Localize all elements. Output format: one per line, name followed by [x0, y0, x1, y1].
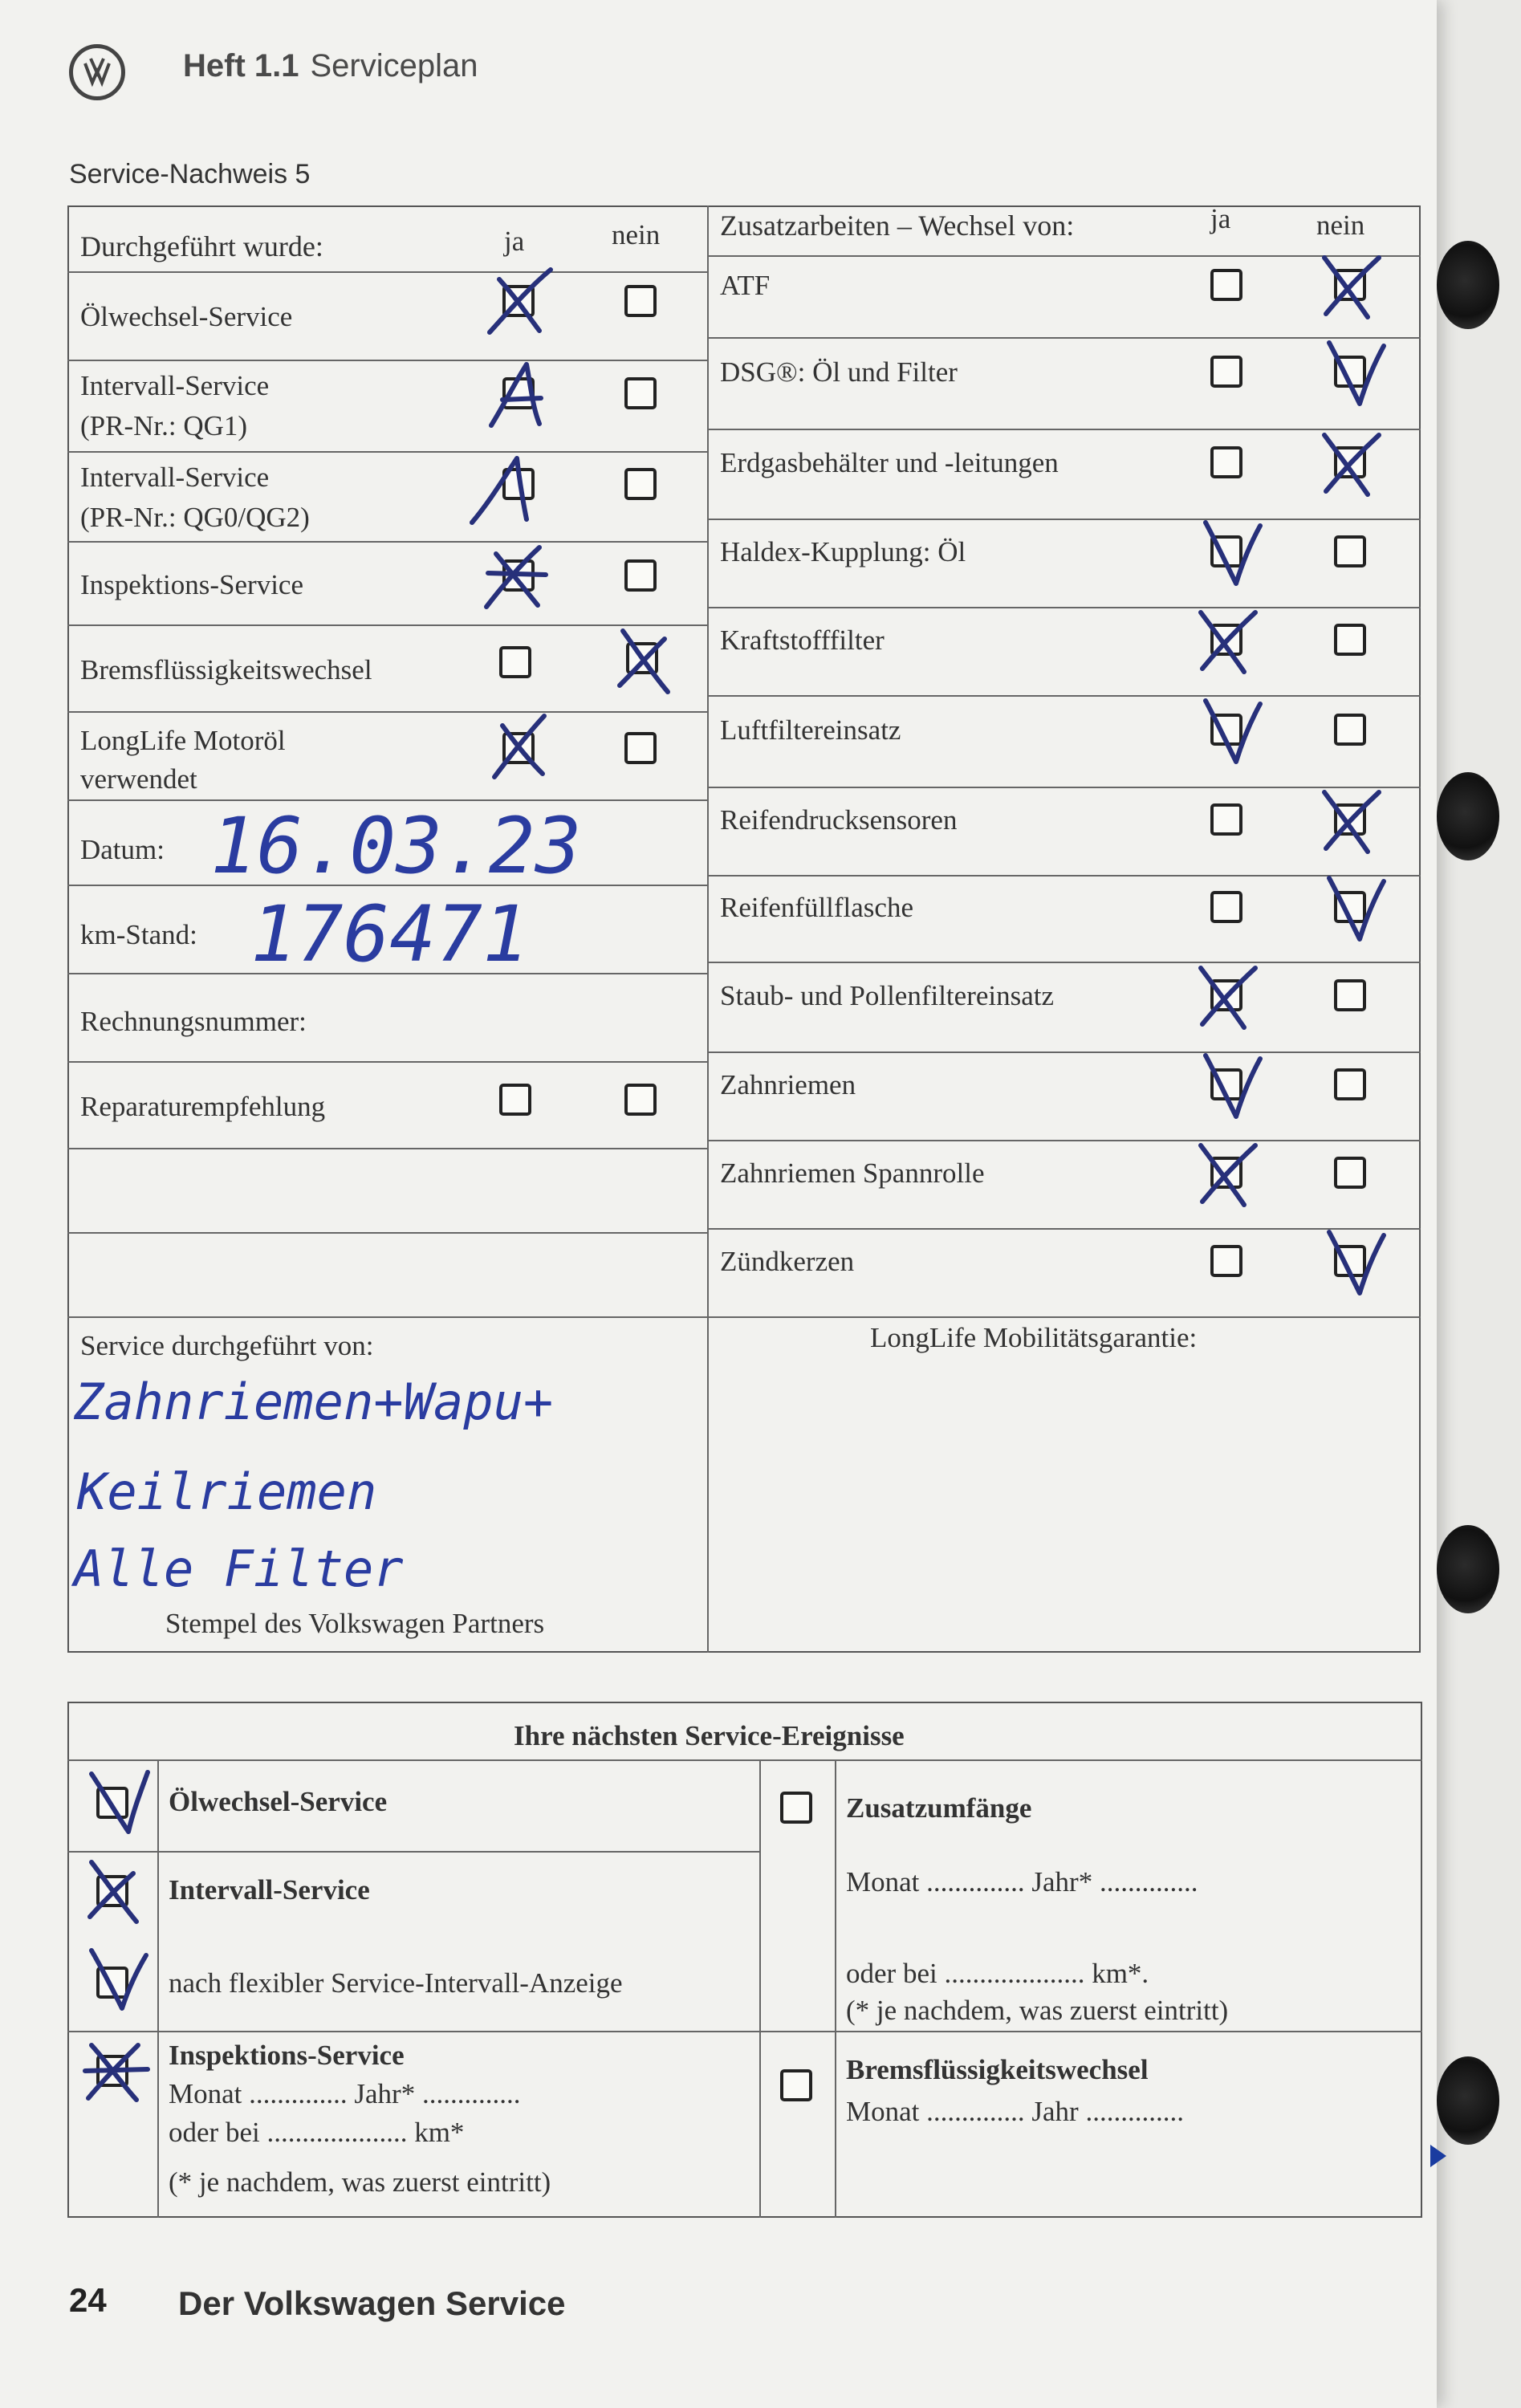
service-by-handwriting-1[interactable]: Zahnriemen+Wapu+	[74, 1373, 554, 1431]
next-zusatz-oder: oder bei .................... km*.	[846, 1958, 1149, 1989]
row-label-longlife: LongLife Motoröl	[80, 725, 286, 756]
checkbox-next-oelwechsel[interactable]	[96, 1787, 128, 1819]
zusatz-row-label: Reifendrucksensoren	[720, 804, 958, 836]
row-label-intervall-qg0: Intervall-Service	[80, 462, 270, 493]
checkbox-zusatz-ja[interactable]	[1210, 1068, 1242, 1100]
footer-title: Der Volkswagen Service	[178, 2284, 566, 2322]
zusatz-row-label: Zündkerzen	[720, 1246, 855, 1277]
service-by-label: Service durchgeführt von:	[80, 1330, 374, 1361]
right-header-title: Zusatzarbeiten – Wechsel von:	[720, 209, 1075, 242]
checkbox-zusatz-nein[interactable]	[1334, 714, 1366, 746]
checkbox-oelwechsel-nein[interactable]	[624, 285, 657, 317]
zusatz-row-label: Zahnriemen	[720, 1069, 856, 1100]
zusatz-row-label: Kraftstofffilter	[720, 624, 885, 656]
checkbox-zusatz-nein[interactable]	[1334, 979, 1366, 1011]
checkbox-zusatz-ja[interactable]	[1210, 803, 1242, 836]
next-flexibel-label: nach flexibler Service-Intervall-Anzeige	[169, 1967, 623, 1999]
checkbox-zusatz-nein[interactable]	[1334, 446, 1366, 478]
checkbox-zusatz-ja[interactable]	[1210, 1245, 1242, 1277]
zusatz-row-label: Haldex-Kupplung: Öl	[720, 536, 966, 567]
checkbox-zusatz-nein[interactable]	[1334, 1068, 1366, 1100]
row-label-oelwechsel: Ölwechsel-Service	[80, 301, 293, 332]
datum-label: Datum:	[80, 834, 165, 865]
zusatz-row-label: Erdgasbehälter und -leitungen	[720, 447, 1059, 478]
next-zusatz-label: Zusatzumfänge	[846, 1792, 1032, 1824]
checkbox-inspektion-nein[interactable]	[624, 559, 657, 592]
row-label-intervall-qg1: Intervall-Service	[80, 370, 270, 401]
checkbox-next-zusatz[interactable]	[780, 1792, 812, 1824]
checkbox-zusatz-nein[interactable]	[1334, 891, 1366, 923]
next-inspektion-monat: Monat .............. Jahr* ..............	[169, 2078, 521, 2109]
next-inspektion-label: Inspektions-Service	[169, 2040, 405, 2071]
zusatz-row-label: DSG®: Öl und Filter	[720, 356, 958, 388]
checkbox-longlife-nein[interactable]	[624, 732, 657, 764]
page-title: Heft 1.1 Serviceplan	[183, 48, 478, 83]
left-header-nein: nein	[612, 219, 661, 250]
next-brems-monat: Monat .............. Jahr ..............	[846, 2096, 1184, 2127]
checkbox-inspektion-ja[interactable]	[502, 559, 535, 592]
checkbox-zusatz-ja[interactable]	[1210, 356, 1242, 388]
binder-hole	[1437, 1525, 1499, 1613]
page-number: 24	[69, 2281, 107, 2319]
checkbox-zusatz-nein[interactable]	[1334, 269, 1366, 301]
longlife-garantie-label: LongLife Mobilitätsgarantie:	[870, 1322, 1198, 1353]
checkbox-zusatz-ja[interactable]	[1210, 979, 1242, 1011]
service-by-handwriting-2[interactable]: Keilriemen	[77, 1462, 377, 1521]
binder-hole	[1437, 241, 1499, 329]
right-header-nein: nein	[1316, 209, 1365, 241]
next-inspektion-note: (* je nachdem, was zuerst eintritt)	[169, 2166, 551, 2198]
checkbox-zusatz-nein[interactable]	[1334, 803, 1366, 836]
checkbox-intervall-qg0-ja[interactable]	[502, 468, 535, 500]
next-zusatz-monat: Monat .............. Jahr* ..............	[846, 1866, 1198, 1898]
checkbox-zusatz-ja[interactable]	[1210, 446, 1242, 478]
checkbox-zusatz-ja[interactable]	[1210, 1157, 1242, 1189]
checkbox-zusatz-ja[interactable]	[1210, 624, 1242, 656]
checkbox-brems-nein[interactable]	[626, 642, 658, 674]
checkbox-brems-ja[interactable]	[499, 646, 531, 678]
checkbox-intervall-qg1-ja[interactable]	[502, 377, 535, 409]
row-label-longlife-2: verwendet	[80, 763, 197, 795]
checkbox-longlife-ja[interactable]	[502, 732, 535, 764]
checkbox-zusatz-ja[interactable]	[1210, 269, 1242, 301]
next-oelwechsel-label: Ölwechsel-Service	[169, 1786, 388, 1817]
rechnungsnummer-label: Rechnungsnummer:	[80, 1006, 307, 1037]
row-label-inspektion: Inspektions-Service	[80, 569, 303, 600]
checkbox-reparatur-nein[interactable]	[624, 1084, 657, 1116]
checkbox-intervall-qg0-nein[interactable]	[624, 468, 657, 500]
stempel-label: Stempel des Volkswagen Partners	[165, 1608, 545, 1639]
checkbox-zusatz-nein[interactable]	[1334, 1245, 1366, 1277]
vw-logo-icon	[69, 44, 125, 100]
checkbox-zusatz-ja[interactable]	[1210, 535, 1242, 567]
zusatz-row-label: Reifenfüllflasche	[720, 892, 914, 923]
checkbox-reparatur-ja[interactable]	[499, 1084, 531, 1116]
row-label-intervall-qg1-pr: (PR-Nr.: QG1)	[80, 410, 248, 441]
checkbox-zusatz-ja[interactable]	[1210, 714, 1242, 746]
datum-value[interactable]: 16.03.23	[210, 801, 582, 891]
next-service-title: Ihre nächsten Service-Ereignisse	[514, 1720, 905, 1751]
checkbox-next-inspektion[interactable]	[96, 2055, 128, 2087]
checkbox-next-intervall[interactable]	[96, 1875, 128, 1907]
left-header-ja: ja	[504, 226, 525, 257]
left-header-title: Durchgeführt wurde:	[80, 230, 323, 262]
reparaturempfehlung-label: Reparaturempfehlung	[80, 1091, 326, 1122]
row-label-bremsfluessigkeit: Bremsflüssigkeitswechsel	[80, 654, 372, 685]
km-stand-label: km-Stand:	[80, 919, 197, 950]
checkbox-intervall-qg1-nein[interactable]	[624, 377, 657, 409]
next-brems-label: Bremsflüssigkeitswechsel	[846, 2054, 1149, 2085]
next-zusatz-note: (* je nachdem, was zuerst eintritt)	[846, 1995, 1229, 2026]
zusatz-row-label: Staub- und Pollenfiltereinsatz	[720, 980, 1055, 1011]
checkbox-next-flexibel[interactable]	[96, 1967, 128, 1999]
checkbox-zusatz-nein[interactable]	[1334, 356, 1366, 388]
checkbox-zusatz-nein[interactable]	[1334, 535, 1366, 567]
checkbox-next-brems[interactable]	[780, 2069, 812, 2101]
next-inspektion-oder: oder bei .................... km*	[169, 2117, 465, 2148]
service-by-handwriting-3[interactable]: Alle Filter	[74, 1540, 404, 1598]
zusatz-row-label: Zahnriemen Spannrolle	[720, 1157, 985, 1189]
zusatz-row-label: ATF	[720, 270, 771, 301]
checkbox-zusatz-nein[interactable]	[1334, 624, 1366, 656]
km-stand-value[interactable]: 176471	[250, 889, 529, 979]
right-header-ja: ja	[1210, 203, 1231, 234]
checkbox-zusatz-ja[interactable]	[1210, 891, 1242, 923]
next-page-arrow-icon	[1430, 2145, 1446, 2167]
binder-hole	[1437, 2056, 1499, 2145]
checkbox-oelwechsel-ja[interactable]	[502, 285, 535, 317]
service-nachweis-label: Service-Nachweis 5	[69, 159, 311, 189]
checkbox-zusatz-nein[interactable]	[1334, 1157, 1366, 1189]
next-intervall-label: Intervall-Service	[169, 1874, 370, 1906]
row-label-intervall-qg0-pr: (PR-Nr.: QG0/QG2)	[80, 502, 310, 533]
binder-hole	[1437, 772, 1499, 860]
zusatz-row-label: Luftfiltereinsatz	[720, 714, 901, 746]
